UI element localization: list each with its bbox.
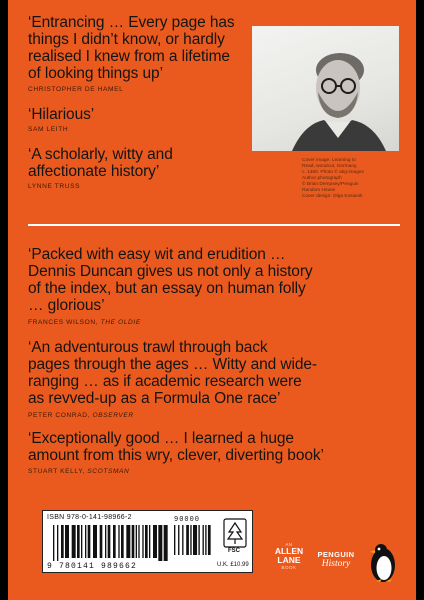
- cover-credits: Cover image: Learning to Read, woodcut, Germany, c. 1480. Photo © akg-images Author photograph © Brian Dempsey/Penguin Random House Cover design: Olga Kosianik: [302, 158, 364, 199]
- barcode-digits: 9 780141 989662: [47, 562, 138, 571]
- author-photo: [252, 26, 399, 151]
- allen-lane-logo: [273, 542, 305, 570]
- author-portrait-image: [252, 26, 399, 151]
- penguin-wordmark: PENGUIN: [317, 550, 355, 559]
- barcode-bar: [118, 525, 119, 558]
- barcode-panel: [42, 510, 253, 573]
- barcode-bar: [72, 525, 76, 558]
- quote-5-author: PETER CONRAD,: [28, 412, 93, 419]
- barcode-bar: [205, 525, 206, 555]
- barcode-bar: [85, 525, 86, 558]
- quote-4: ‘Packed with easy wit and erudition … Dennis Duncan gives us not only a history of the index, but an essay on human folly … glorious’: [28, 246, 313, 314]
- quote-6-attribution: [28, 468, 129, 475]
- barcode-bar: [164, 525, 168, 561]
- barcode-bar: [126, 525, 130, 558]
- quote-2-attribution: SAM LEITH: [28, 126, 69, 133]
- barcode-bar: [138, 525, 139, 558]
- divider-rule: [28, 224, 400, 226]
- fsc-tree-icon: [223, 518, 247, 548]
- barcode-bar: [193, 525, 197, 555]
- barcode-bar: [53, 525, 54, 561]
- quote-5-attribution: [28, 412, 134, 419]
- barcode-bar: [100, 525, 103, 558]
- barcode-bar: [203, 525, 204, 555]
- penguin-logo-icon: [366, 541, 400, 583]
- barcode-bar: [208, 525, 211, 555]
- barcode-bar: [132, 525, 135, 558]
- barcode-bar: [88, 525, 91, 558]
- barcode-bar: [77, 525, 80, 558]
- allen-lane-an: AN: [285, 542, 293, 547]
- allen-lane-allen: ALLEN: [274, 546, 304, 556]
- allen-lane-lane: LANE: [277, 555, 301, 565]
- barcode-bar: [57, 525, 58, 561]
- barcode-bar: [186, 525, 189, 555]
- barcode-bar: [182, 525, 183, 555]
- quote-5: ‘An adventurous trawl through back pages through the ages … Witty and wide- ranging … as if academic research were as revved-up as a Formula One race’: [28, 339, 317, 407]
- barcode-bar: [190, 525, 191, 555]
- barcode-bar: [142, 525, 143, 558]
- barcode-bar: [113, 525, 116, 558]
- ean-barcode: [53, 525, 169, 561]
- quote-6: ‘Exceptionally good … I learned a huge amount from this wry, clever, diverting book’: [28, 430, 324, 464]
- barcode-bar: [145, 525, 148, 558]
- barcode-bar: [121, 525, 124, 558]
- barcode-bar: [153, 525, 157, 558]
- price-label: U.K. £10.99: [217, 562, 249, 568]
- penguin-history-label: [313, 550, 359, 569]
- allen-lane-book: BOOK: [281, 565, 297, 570]
- quote-6-publication: SCOTSMAN: [87, 468, 130, 475]
- quote-6-author: STUART KELLY,: [28, 468, 88, 475]
- barcode-bar: [149, 525, 150, 558]
- quote-3: ‘A scholarly, witty and affectionate history’: [28, 146, 173, 180]
- barcode-bar: [65, 525, 69, 558]
- quote-1-attribution: CHRISTOPHER DE HAMEL: [28, 86, 124, 93]
- barcode-bar: [105, 525, 106, 558]
- quote-4-author: FRANCES WILSON,: [28, 319, 101, 326]
- barcode-bar: [174, 525, 175, 555]
- barcode-bar: [93, 525, 97, 558]
- quote-2: ‘Hilarious’: [28, 106, 95, 123]
- barcode-bar: [108, 525, 111, 558]
- barcode-bar: [178, 525, 179, 555]
- barcode-bar: [158, 525, 162, 561]
- addon-number: 90000: [174, 516, 201, 524]
- quote-1: ‘Entrancing … Every page has things I didn’t know, or hardly realised I knew from a lifetime of looking things up’: [28, 14, 235, 82]
- quote-3-attribution: LYNNE TRUSS: [28, 183, 81, 190]
- quote-5-publication: OBSERVER: [92, 412, 134, 419]
- addon-barcode: [174, 525, 212, 555]
- quote-4-attribution: [28, 319, 141, 326]
- barcode-bar: [61, 525, 64, 558]
- barcode-bar: [81, 525, 82, 558]
- quote-4-publication: THE OLDIE: [100, 319, 141, 326]
- fsc-label: FSC: [228, 548, 240, 554]
- back-cover: [8, 0, 416, 600]
- barcode-bar: [136, 525, 137, 558]
- barcode-bar: [198, 525, 199, 555]
- isbn-label: ISBN 978-0-141-98966-2: [47, 514, 132, 521]
- history-wordmark: History: [321, 559, 351, 569]
